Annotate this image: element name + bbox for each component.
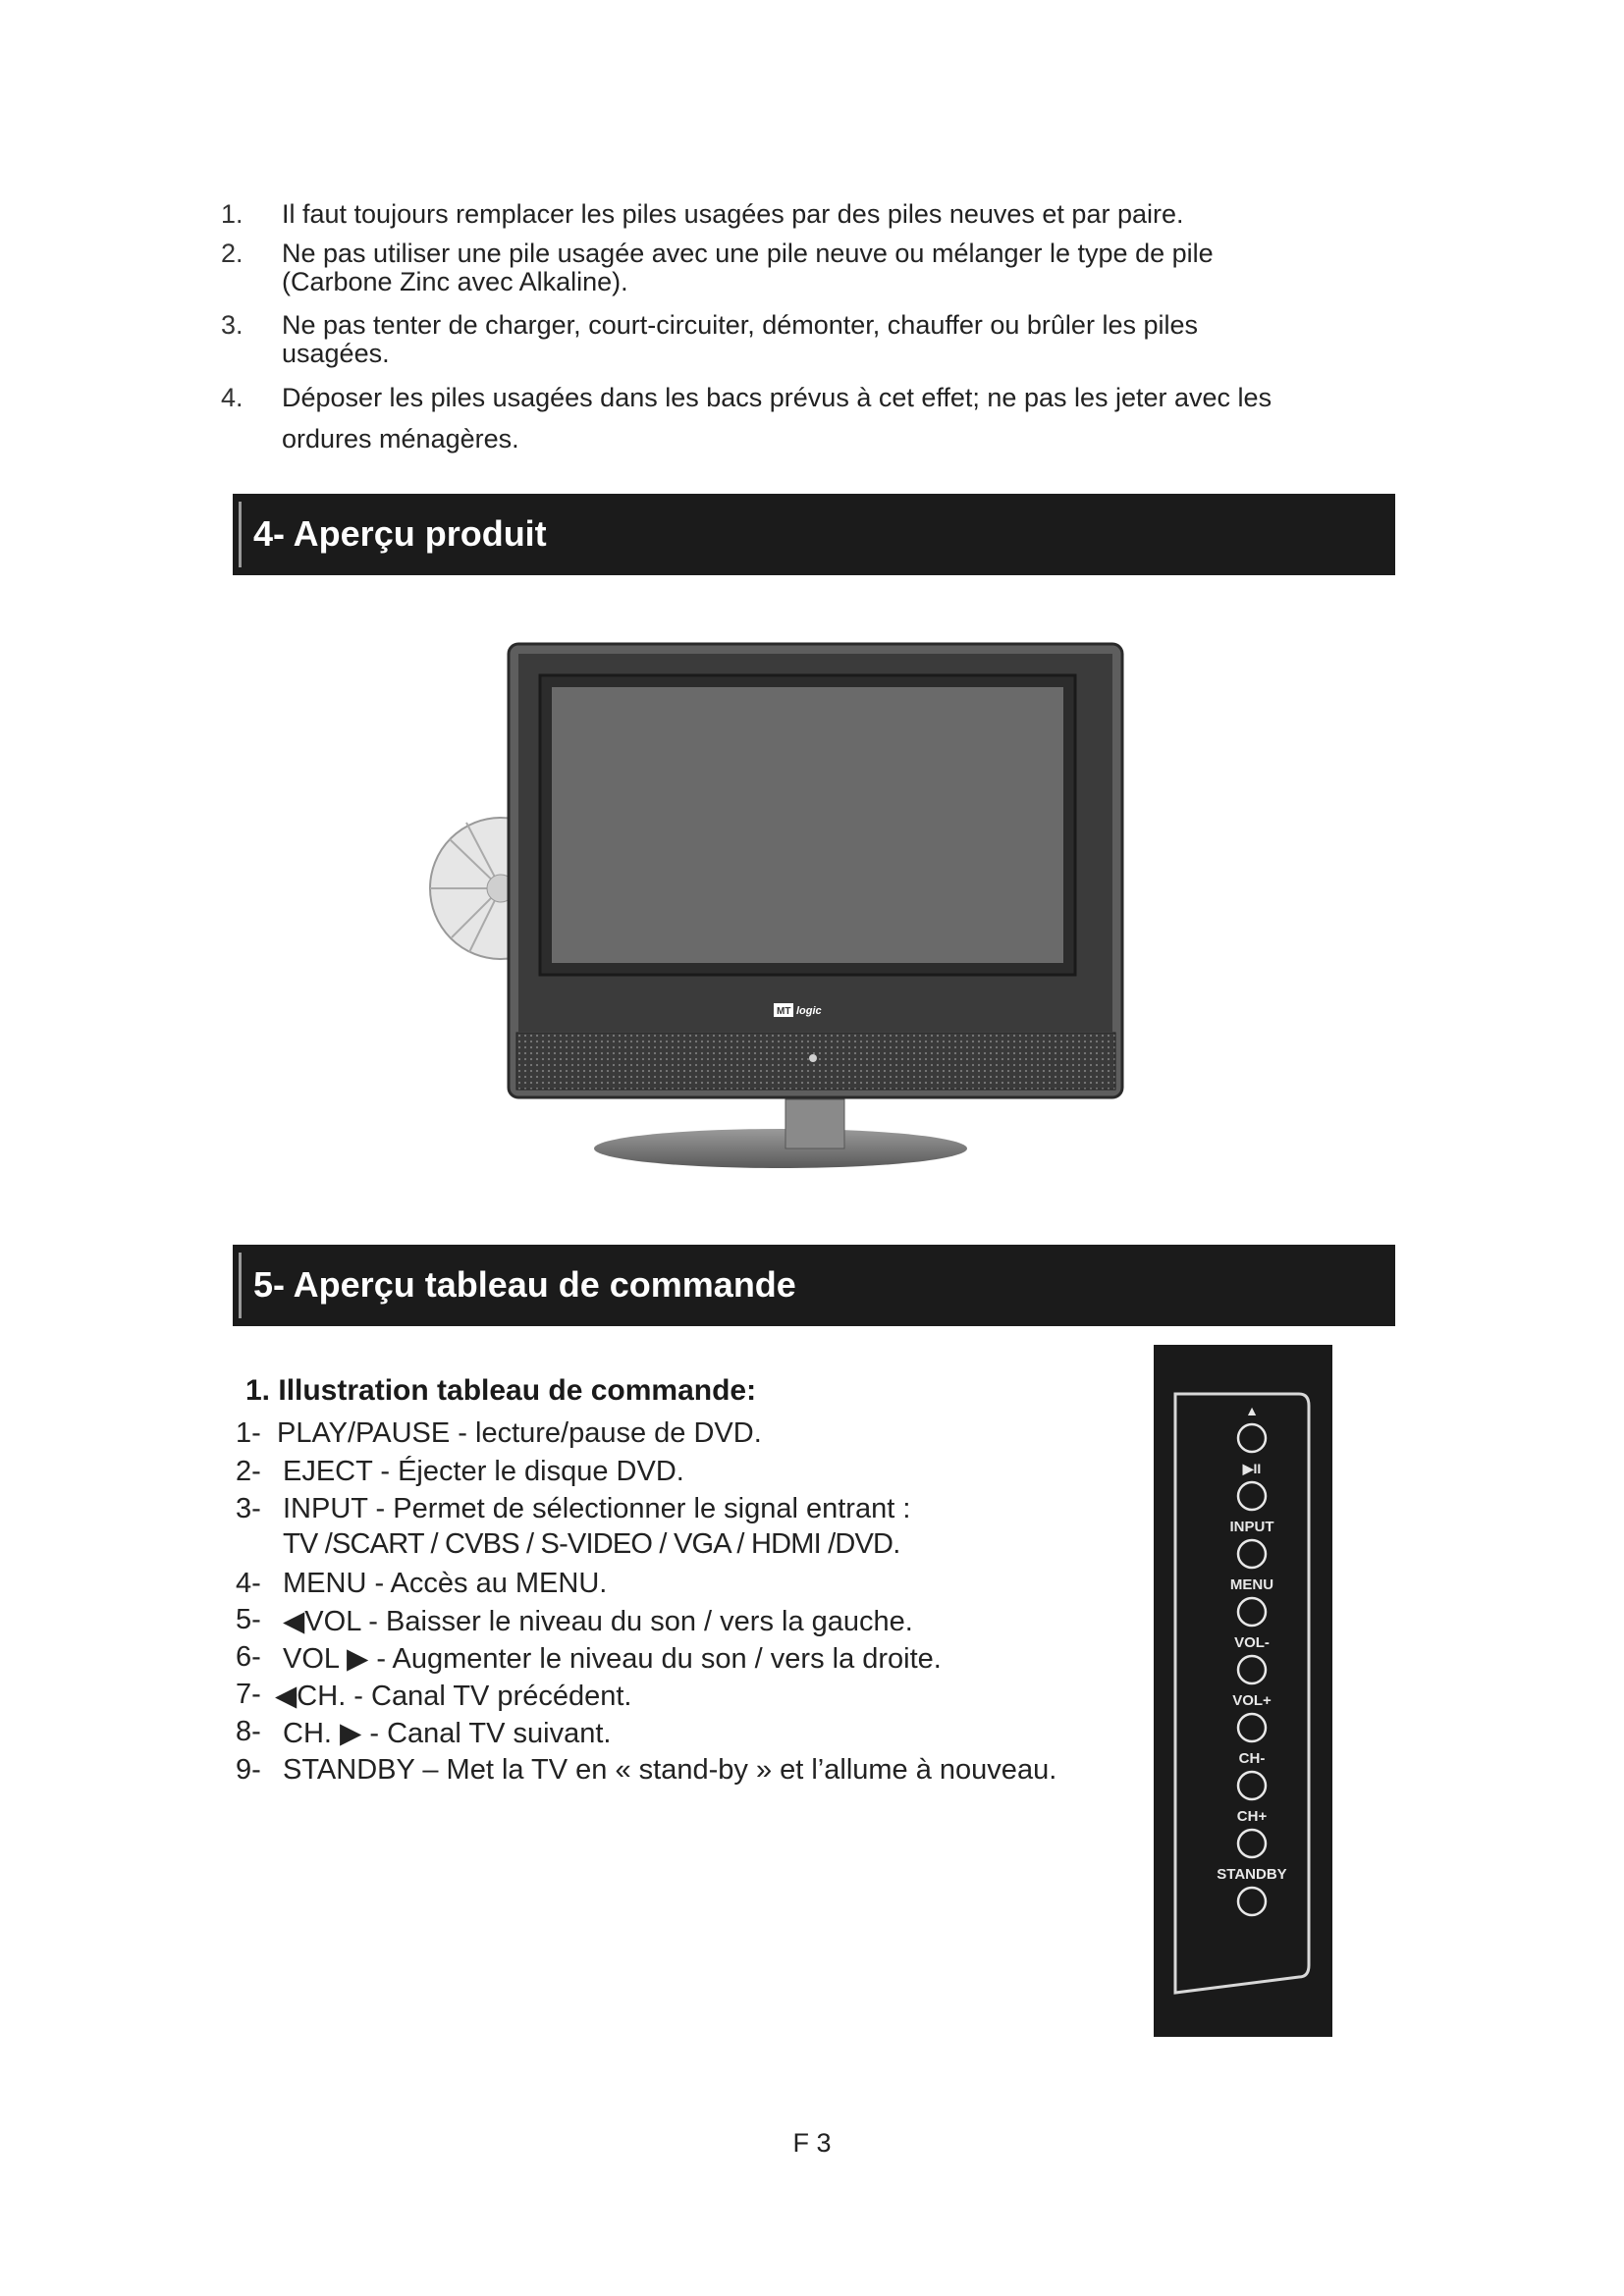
- section-title: 5- Aperçu tableau de commande: [253, 1264, 796, 1305]
- control-panel-illustration: [1154, 1345, 1332, 2037]
- list-number: 1.: [221, 199, 244, 229]
- section-bar-edge: [239, 502, 242, 567]
- list-number: 6-: [236, 1641, 261, 1673]
- panel-button-label: CH+: [1236, 1808, 1268, 1825]
- panel-button-label: CH-: [1238, 1750, 1266, 1767]
- list-text: PLAY/PAUSE - lecture/pause de DVD.: [277, 1417, 762, 1449]
- list-text: Ne pas utiliser une pile usagée avec une pile neuve ou mélanger le type de pile: [282, 239, 1214, 268]
- list-text-continuation: usagées.: [282, 339, 390, 368]
- section-header-control-panel: [233, 1245, 1395, 1326]
- list-number: 9-: [236, 1754, 261, 1786]
- list-text: Déposer les piles usagées dans les bacs prévus à cet effet; ne pas les jeter avec les: [282, 383, 1272, 412]
- list-text: ◀CH. - Canal TV précédent.: [275, 1681, 632, 1712]
- panel-button-label: VOL+: [1232, 1692, 1272, 1709]
- list-number: 2-: [236, 1456, 261, 1487]
- panel-button-label: VOL-: [1234, 1634, 1270, 1651]
- list-text: INPUT - Permet de sélectionner le signal entrant :: [283, 1493, 911, 1524]
- power-led-icon: [809, 1054, 817, 1062]
- list-number: 7-: [236, 1679, 261, 1710]
- tv-body: [509, 644, 1122, 1097]
- list-text: VOL ▶ - Augmenter le niveau du son / vers la droite.: [283, 1643, 942, 1675]
- list-text: CH. ▶ - Canal TV suivant.: [283, 1718, 612, 1749]
- list-text: Ne pas tenter de charger, court-circuiter, démonter, chauffer ou brûler les piles: [282, 310, 1198, 340]
- list-text: ◀VOL - Baisser le niveau du son / vers la gauche.: [283, 1606, 913, 1637]
- control-list-heading: 1. Illustration tableau de commande:: [245, 1374, 757, 1407]
- tv-illustration: [422, 638, 1129, 1183]
- list-text-continuation: TV /SCART / CVBS / S-VIDEO / VGA / HDMI /DVD.: [283, 1528, 900, 1560]
- list-text: EJECT - Éjecter le disque DVD.: [283, 1456, 684, 1487]
- svg-text:MT: MT: [777, 1006, 791, 1017]
- play-pause-icon: ▶II: [1242, 1461, 1262, 1476]
- list-text-continuation: (Carbone Zinc avec Alkaline).: [282, 267, 628, 296]
- list-text-continuation: ordures ménagères.: [282, 424, 519, 454]
- section-bar-edge: [239, 1253, 242, 1318]
- list-number: 3.: [221, 310, 244, 340]
- list-number: 4-: [236, 1568, 261, 1599]
- eject-icon: ▲: [1245, 1403, 1259, 1418]
- list-text: MENU - Accès au MENU.: [283, 1568, 608, 1599]
- brand-logo: [774, 1003, 822, 1017]
- panel-button-label: STANDBY: [1217, 1866, 1287, 1883]
- section-header-product-overview: [233, 494, 1395, 575]
- list-number: 8-: [236, 1716, 261, 1747]
- panel-button-label: MENU: [1229, 1576, 1274, 1593]
- list-text: Il faut toujours remplacer les piles usagées par des piles neuves et par paire.: [282, 199, 1184, 229]
- tv-stand: [594, 1099, 967, 1168]
- list-number: 4.: [221, 383, 244, 412]
- list-text: STANDBY – Met la TV en « stand-by » et l’allume à nouveau.: [283, 1754, 1057, 1786]
- section-title: 4- Aperçu produit: [253, 513, 547, 554]
- list-number: 1-: [236, 1417, 261, 1449]
- list-number: 2.: [221, 239, 244, 268]
- list-number: 3-: [236, 1493, 261, 1524]
- panel-button-label: INPUT: [1229, 1519, 1274, 1535]
- page-number: F 3: [792, 2128, 832, 2158]
- list-number: 5-: [236, 1604, 261, 1635]
- svg-text:logic: logic: [796, 1005, 822, 1017]
